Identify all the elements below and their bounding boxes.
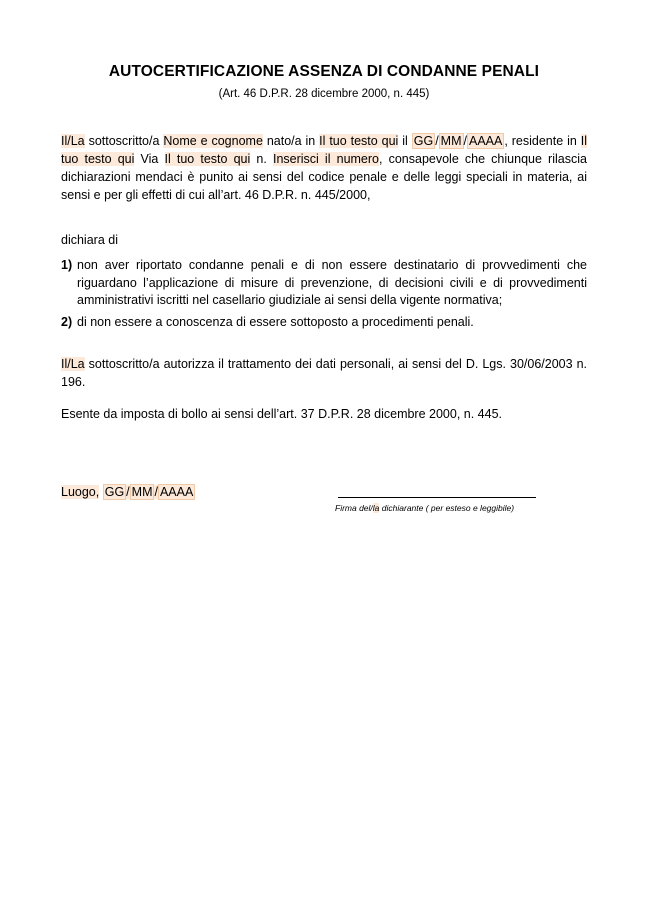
document-subtitle <box>0 88 648 100</box>
place-date-line <box>61 485 195 499</box>
date-separator: / <box>435 134 439 148</box>
street-field[interactable]: Il tuo testo qui <box>164 152 251 166</box>
birthplace-field[interactable]: Il tuo testo qui <box>319 134 399 148</box>
il-la-field[interactable]: Il/La <box>61 357 85 371</box>
document-title: AUTOCERTIFICAZIONE ASSENZA DI CONDANNE PENALI <box>108 63 540 80</box>
birth-year-field[interactable]: AAAA <box>468 134 503 148</box>
number-label: n. <box>256 152 267 166</box>
list-text: non aver riportato condanne penali e di non essere destinatario di provvedimenti che riguardano l’applicazione di misure di prevenzione, di decisioni civili e di provvedimenti amministrativi iscritti nel casellario giudiziale ai sensi della vigente normativa; <box>77 258 587 307</box>
street-number-field[interactable]: Inserisci il numero <box>272 152 379 166</box>
list-item <box>61 314 587 332</box>
signature-label-hl[interactable]: la <box>372 503 380 513</box>
signature-label-pre: Firma del/ <box>335 503 373 513</box>
sign-month-field[interactable]: MM <box>131 485 153 499</box>
birth-day-field[interactable]: GG <box>413 134 434 148</box>
place-field[interactable]: Luogo, <box>61 485 100 499</box>
nato-text: nato/a <box>266 134 302 148</box>
list-number: 2) <box>61 315 73 329</box>
comma-text: , <box>504 134 508 148</box>
birth-month-field[interactable]: MM <box>440 134 462 148</box>
list-number: 1) <box>61 258 73 272</box>
via-text: Via <box>140 152 159 166</box>
declaration-text: , consapevole che chiunque rilascia dichiarazioni mendaci è punito ai sensi del codice penale e delle leggi speciali in materia, ai sensi e per gli effetti di cui all’art. 46 D.P.R. n. 445/2000, <box>61 152 587 202</box>
il-la-field[interactable]: Il/La <box>61 134 85 148</box>
residence-field[interactable]: Il tuo testo qui <box>61 134 587 166</box>
date-separator: / <box>463 134 467 148</box>
sign-day-field[interactable]: GG <box>104 485 125 499</box>
name-field[interactable]: Nome e cognome <box>163 134 263 148</box>
residente-text: residente in <box>511 134 577 148</box>
signature-line[interactable] <box>338 497 536 498</box>
sign-year-field[interactable]: AAAA <box>159 485 194 499</box>
il-text: il <box>402 134 408 148</box>
privacy-text: autorizza il trattamento dei dati personali, ai sensi del D. Lgs. 30/06/2003 n. 196. <box>61 357 587 389</box>
signature-label-post: dichiarante ( per esteso e leggibile) <box>379 503 515 513</box>
subtitle-text: (Art. 46 D.P.R. 28 dicembre 2000, n. 445) <box>218 88 430 100</box>
list-text: di non essere a conoscenza di essere sottoposto a procedimenti penali. <box>77 315 474 329</box>
dichiara-heading: dichiara di <box>61 233 118 247</box>
sottoscritto-text: sottoscritto/a <box>88 357 160 371</box>
privacy-paragraph <box>61 355 587 391</box>
stamp-duty-paragraph: Esente da imposta di bollo ai sensi dell’art. 37 D.P.R. 28 dicembre 2000, n. 445. <box>61 407 503 421</box>
sottoscritto-text: sottoscritto/a <box>88 134 160 148</box>
declarant-paragraph <box>61 132 587 204</box>
date-separator: / <box>154 485 158 499</box>
list-item <box>61 257 587 310</box>
date-separator: / <box>126 485 130 499</box>
in-text: in <box>305 134 316 148</box>
signature-label <box>335 503 514 513</box>
